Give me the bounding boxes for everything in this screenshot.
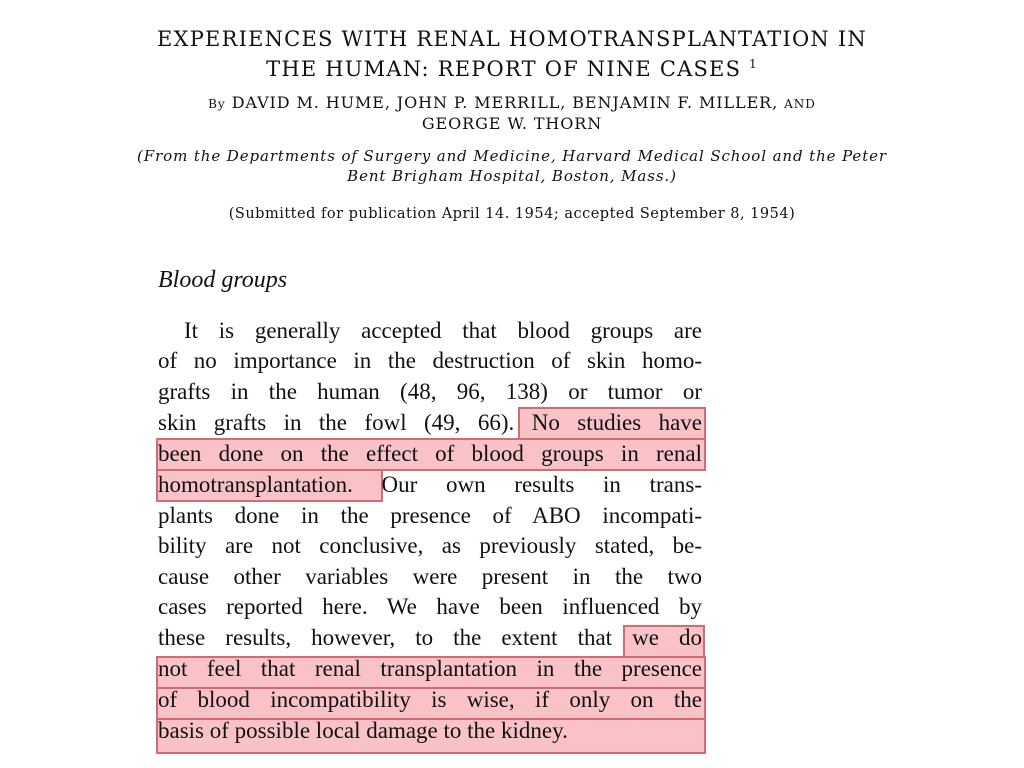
paragraph-line: skin grafts in the fowl (49, 66). No studies have: [158, 410, 702, 435]
authors-names: DAVID M. HUME, JOHN P. MERRILL, BENJAMIN F. MILLER,: [231, 93, 779, 112]
paragraph-line: been done on the effect of blood groups in renal: [158, 441, 702, 466]
title-footnote-mark: 1: [749, 57, 758, 71]
paragraph-line: homotransplantation. Our own results in trans-: [158, 472, 702, 497]
paragraph-line: It is generally accepted that blood groups are: [184, 318, 702, 343]
affiliation-line-2: Bent Brigham Hospital, Boston, Mass.): [347, 167, 677, 185]
paragraph-line: of no importance in the destruction of skin homo-: [158, 348, 702, 373]
affiliation-line-1: (From the Departments of Surgery and Medicine, Harvard Medical School and the Peter: [137, 147, 887, 165]
paragraph-line: grafts in the human (48, 96, 138) or tumor or: [158, 379, 702, 404]
paragraph-line: these results, however, to the extent that we do: [158, 625, 702, 650]
paragraph-line: basis of possible local damage to the kidney.: [158, 718, 568, 743]
paper-title-line-2: [0, 51, 1024, 82]
paper-title-text: THE HUMAN: REPORT OF NINE CASES: [266, 57, 742, 81]
paragraph-line: cause other variables were present in the two: [158, 564, 702, 589]
paragraph-line: of blood incompatibility is wise, if only on the: [158, 687, 702, 712]
section-heading: Blood groups: [158, 267, 288, 293]
authors-and: AND: [784, 97, 816, 111]
paragraph-line: bility are not conclusive, as previously stated, be-: [158, 533, 702, 558]
authors-line-1: [0, 92, 1024, 115]
paragraph-line: plants done in the presence of ABO incompati-: [158, 503, 702, 528]
paragraph-line: cases reported here. We have been influenced by: [158, 594, 702, 619]
paragraph-line: not feel that renal transplantation in the presence: [158, 656, 702, 681]
paper-title-line-1: EXPERIENCES WITH RENAL HOMOTRANSPLANTATION IN: [157, 27, 867, 51]
submission-dates: (Submitted for publication April 14. 1954; accepted September 8, 1954): [228, 206, 796, 222]
authors-by: By: [208, 97, 226, 111]
authors-line-2: GEORGE W. THORN: [421, 114, 603, 133]
